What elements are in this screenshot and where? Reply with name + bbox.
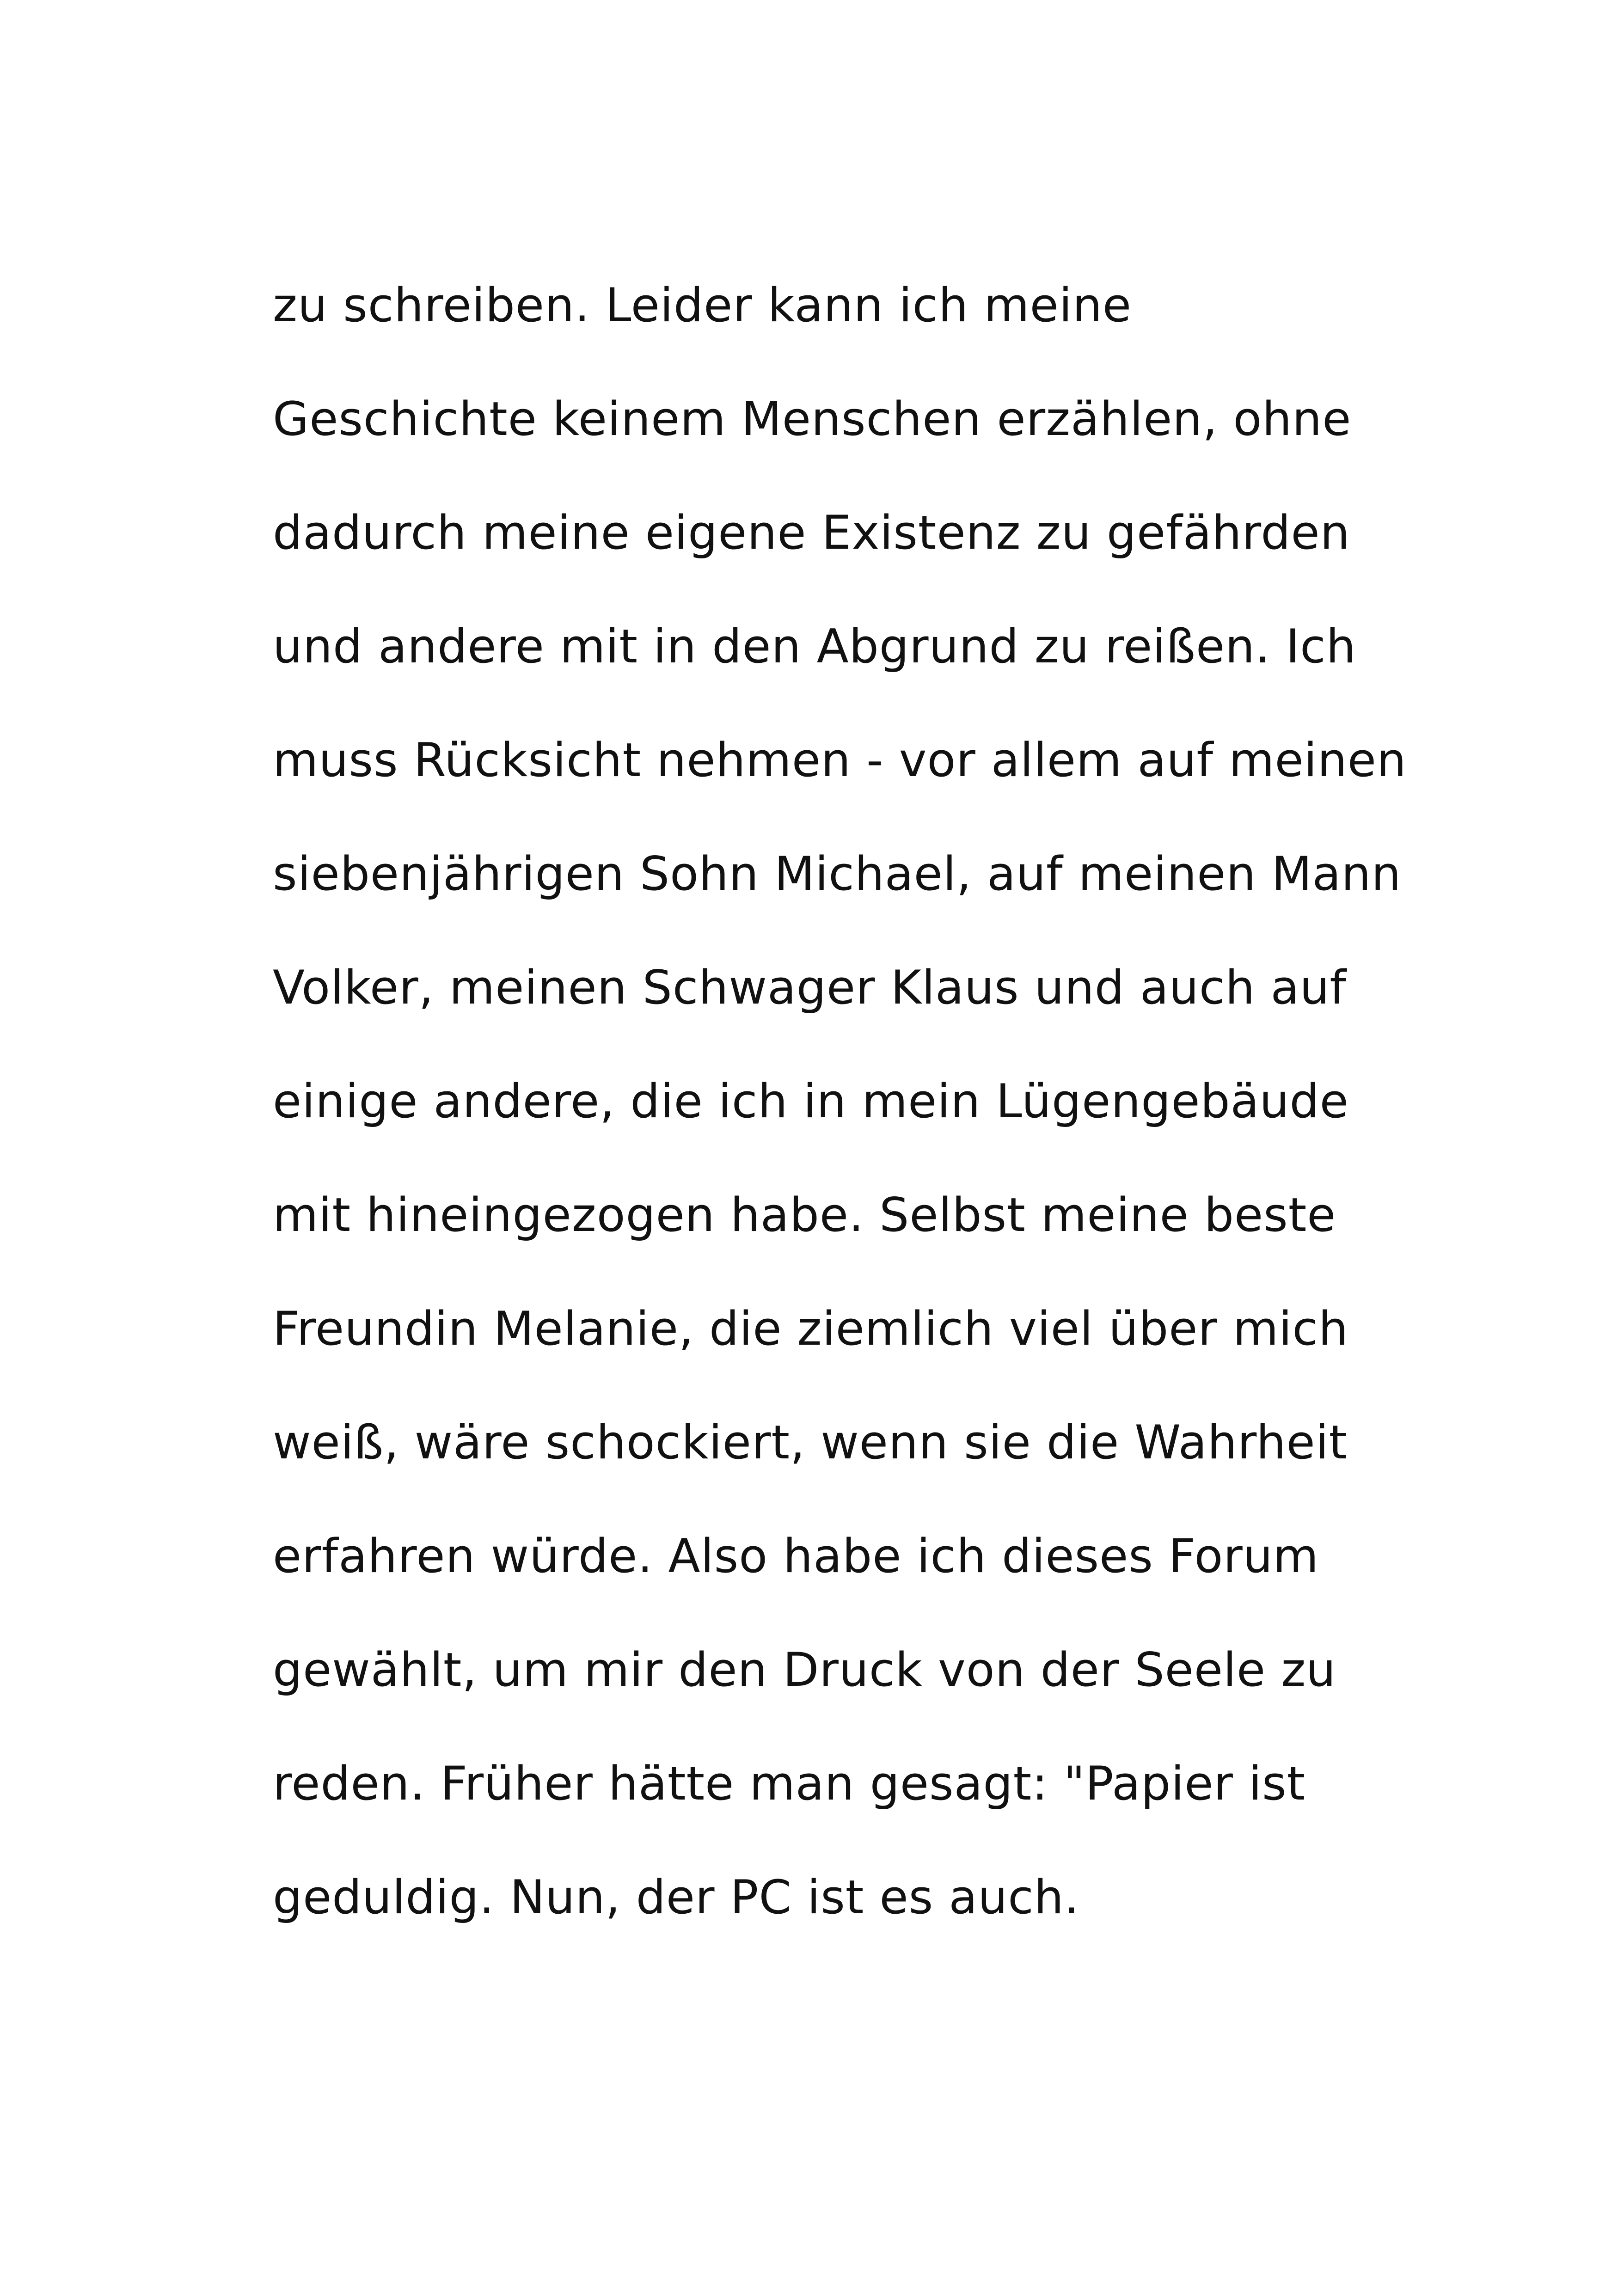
body-text: [273, 261, 1428, 1967]
text-line: und andere mit in den Abgrund zu reißen. Ich: [273, 619, 1356, 673]
text-line: mit hineingezogen habe. Selbst meine beste: [273, 1188, 1336, 1242]
text-line: reden. Früher hätte man gesagt: "Papier ist: [273, 1756, 1306, 1811]
text-line: geduldig. Nun, der PC ist es auch.: [273, 1870, 1079, 1924]
text-line: siebenjährigen Sohn Michael, auf meinen Mann: [273, 846, 1402, 901]
text-line: weiß, wäre schockiert, wenn sie die Wahrheit: [273, 1415, 1348, 1469]
text-line: dadurch meine eigene Existenz zu gefährden: [273, 505, 1350, 560]
text-line: muss Rücksicht nehmen - vor allem auf meinen: [273, 733, 1407, 787]
text-line: einige andere, die ich in mein Lügengebäude: [273, 1074, 1349, 1128]
text-line: erfahren würde. Also habe ich dieses Forum: [273, 1529, 1319, 1583]
text-line: zu schreiben. Leider kann ich meine: [273, 278, 1132, 332]
text-line: Freundin Melanie, die ziemlich viel über mich: [273, 1301, 1348, 1356]
text-line: Geschichte keinem Menschen erzählen, ohne: [273, 392, 1352, 446]
text-line: gewählt, um mir den Druck von der Seele zu: [273, 1642, 1336, 1697]
text-line: Volker, meinen Schwager Klaus und auch auf: [273, 960, 1347, 1015]
